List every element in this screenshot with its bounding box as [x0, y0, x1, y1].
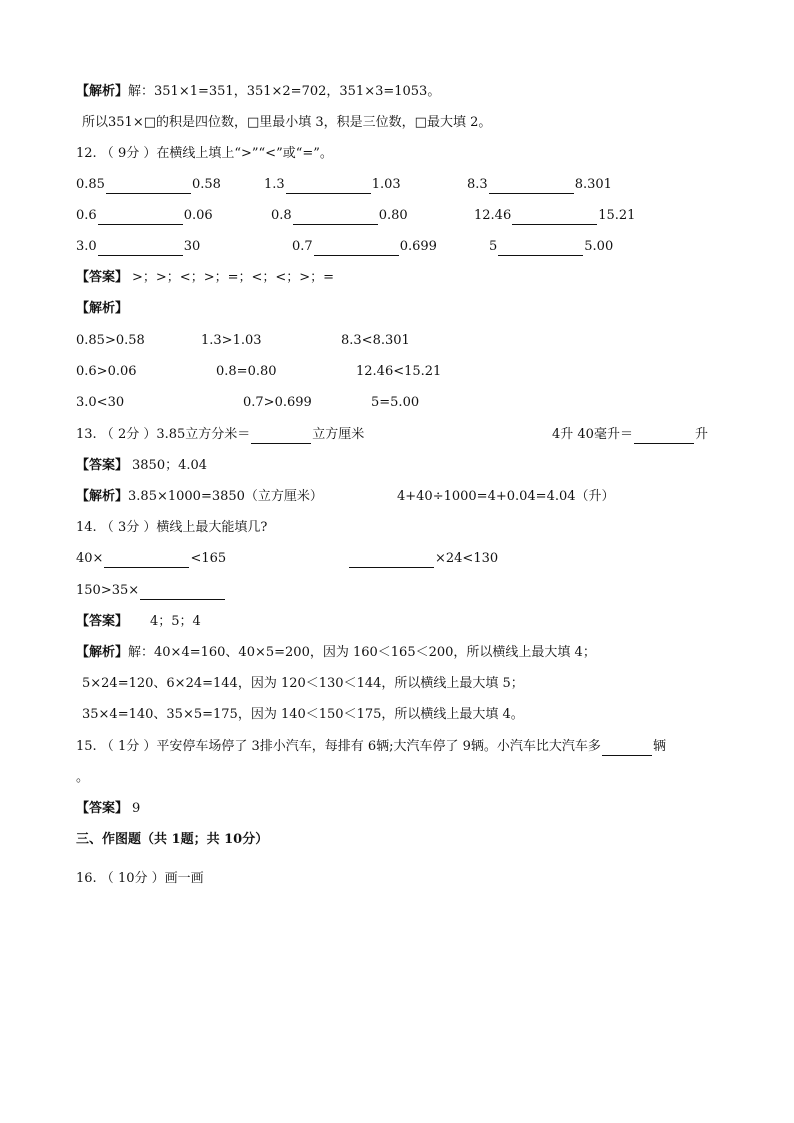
q12-row1-item2: 1.3 1.03 — [264, 177, 401, 192]
q15-answer-text: 9 — [132, 801, 141, 816]
q12-row2-item1: 0.6 0.06 — [76, 208, 213, 223]
q12-sol: 0.7>0.699 — [243, 395, 312, 410]
q15-heading: 15. （ 1分 ）平安停车场停了 3排小汽车，每排有 6辆;大汽车停了 9辆。小汽车比大汽车多 辆 — [76, 739, 666, 754]
q14-answer — [76, 613, 201, 631]
answer-blank[interactable] — [489, 179, 574, 194]
q12-sol: 0.6>0.06 — [76, 364, 137, 379]
section-title: 三、作图题（共 1题；共 10分） — [76, 832, 269, 847]
answer-blank[interactable] — [286, 179, 371, 194]
q14-expr2: ×24<130 — [348, 550, 498, 568]
answer-blank[interactable] — [634, 429, 694, 444]
answer-blank[interactable] — [251, 429, 311, 444]
answer-blank[interactable] — [314, 241, 399, 256]
q12-row3-item1: 3.0 30 — [76, 239, 201, 254]
q12-answer — [76, 269, 334, 287]
q12-row2-item3: 12.46 15.21 — [474, 208, 636, 223]
q14-heading: 14. （ 3分 ）横线上最大能填几? — [76, 520, 268, 535]
q14-expr1: 40× <165 — [76, 551, 227, 566]
answer-label: 【答案】 — [76, 458, 129, 473]
q13-answer-text: 3850；4.04 — [132, 458, 208, 473]
q13-jiexi-part2: 4+40÷1000=4+0.04=4.04（升） — [397, 489, 615, 504]
q12-sol: 8.3<8.301 — [341, 333, 410, 348]
answer-blank[interactable] — [104, 553, 189, 568]
q11-jiexi-text: 解：351×1=351，351×2=702，351×3=1053。 — [128, 84, 441, 99]
answer-blank[interactable] — [349, 553, 434, 568]
q11-jiexi — [76, 83, 440, 101]
q14-answer-text: 4；5；4 — [150, 614, 201, 629]
answer-blank[interactable] — [512, 210, 597, 225]
q12-row3-item3: 5 5.00 — [489, 239, 614, 254]
q16-heading: 16. （ 10分 ）画一画 — [76, 871, 204, 886]
q13-jiexi: 【解析】3.85×1000=3850（立方厘米） — [76, 489, 323, 504]
q12-sol: 3.0<30 — [76, 395, 125, 410]
answer-blank[interactable] — [140, 585, 225, 600]
q12-answer-text: >；>；<；>；=；<；<；>；= — [132, 270, 335, 285]
q12-row1-item3: 8.3 8.301 — [467, 177, 612, 192]
q12-row2-item2: 0.8 0.80 — [271, 208, 408, 223]
q12-jiexi-label: 【解析】 — [76, 301, 129, 316]
answer-blank[interactable] — [98, 210, 183, 225]
q14-jiexi-line2: 5×24=120、6×24=144，因为 120＜130＜144，所以横线上最大填 5； — [82, 676, 524, 691]
answer-blank[interactable] — [293, 210, 378, 225]
jiexi-label: 【解析】 — [76, 489, 129, 504]
answer-blank[interactable] — [498, 241, 583, 256]
q13-heading: 13. （ 2分 ）3.85立方分米＝ 立方厘米 — [76, 427, 365, 442]
q13-answer — [76, 457, 207, 475]
q12-heading: 12. （ 9分 ）在横线上填上“>”“<”或“=”。 — [76, 146, 333, 161]
q13-heading-part2: 4升 40毫升＝ 升 — [552, 427, 708, 442]
answer-label: 【答案】 — [76, 270, 129, 285]
q12-sol: 5=5.00 — [371, 395, 420, 410]
q12-sol: 12.46<15.21 — [356, 364, 442, 379]
q12-row3-item2: 0.7 0.699 — [292, 239, 437, 254]
answer-blank[interactable] — [602, 741, 652, 756]
jiexi-label: 【解析】 — [76, 645, 129, 660]
answer-blank[interactable] — [98, 241, 183, 256]
answer-blank[interactable] — [106, 179, 191, 194]
q11-jiexi-line2: 所以351×□的积是四位数，□里最小填 3，积是三位数，□最大填 2。 — [82, 115, 492, 130]
answer-label: 【答案】 — [76, 801, 129, 816]
q12-row1-item1: 0.85 0.58 — [76, 177, 221, 192]
q12-sol: 0.85>0.58 — [76, 333, 145, 348]
q14-expr3: 150>35× — [76, 582, 226, 600]
q15-answer — [76, 800, 140, 818]
q12-sol: 0.8=0.80 — [216, 364, 277, 379]
jiexi-label: 【解析】 — [76, 84, 129, 99]
q15-heading-period: 。 — [76, 770, 90, 785]
answer-label: 【答案】 — [76, 614, 129, 629]
q14-jiexi-line3: 35×4=140、35×5=175，因为 140＜150＜175，所以横线上最大填 4。 — [82, 707, 524, 722]
q14-jiexi: 【解析】解：40×4=160、40×5=200，因为 160＜165＜200，所以横线上最大填 4； — [76, 645, 596, 660]
q12-sol: 1.3>1.03 — [201, 333, 262, 348]
